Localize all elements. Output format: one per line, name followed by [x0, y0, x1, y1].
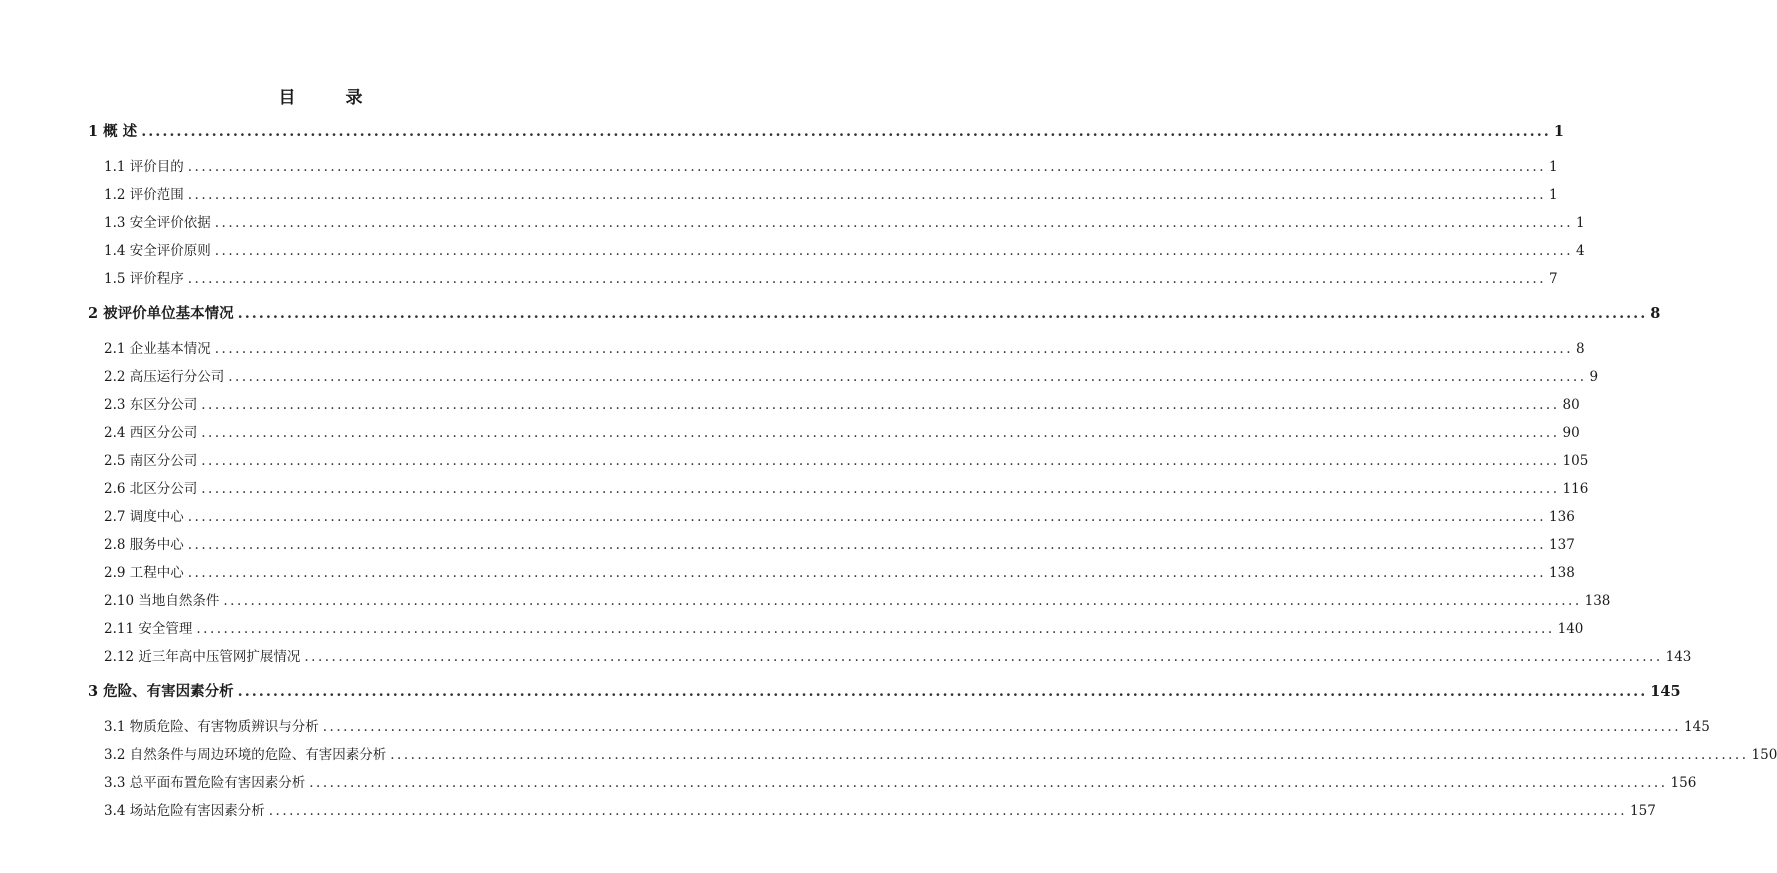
toc-entry-label: 1.5 评价程序	[104, 271, 184, 287]
dot-leader: ........................................................................................................................................................................................................	[201, 453, 1560, 469]
toc-entry-section	[104, 211, 1585, 231]
toc-entry-section	[104, 589, 1611, 609]
toc-entry-label: 2.10 当地自然条件	[104, 593, 220, 609]
toc-entry-label: 2.6 北区分公司	[104, 481, 198, 497]
toc-entry-section	[104, 155, 1558, 175]
toc-entry-label: 2.1 企业基本情况	[104, 341, 211, 357]
dot-leader: ........................................................................................................................................................................................................	[201, 425, 1560, 441]
toc-entry-section	[104, 239, 1585, 259]
toc-entry-label: 2.3 东区分公司	[104, 397, 198, 413]
dot-leader: ........................................................................................................................................................................................................	[268, 803, 1628, 819]
dot-leader: ........................................................................................................................................................................................................	[187, 509, 1547, 525]
toc-entry-label: 1 概 述	[88, 123, 138, 140]
dot-leader: ........................................................................................................................................................................................................	[214, 341, 1574, 357]
toc-entry-label: 2 被评价单位基本情况	[88, 305, 234, 322]
toc-page-number: 8	[1576, 341, 1585, 357]
dot-leader: ........................................................................................................................................................................................................	[201, 481, 1560, 497]
toc-entry-section	[104, 533, 1575, 553]
toc-page-number: 4	[1576, 243, 1585, 259]
toc-entry-section	[104, 561, 1575, 581]
toc-page-number: 9	[1589, 369, 1599, 385]
toc-entry-section	[104, 617, 1584, 637]
toc-entry-chapter	[88, 302, 1661, 323]
toc-page-number: 1	[1549, 187, 1558, 203]
toc-entry-section	[104, 365, 1599, 385]
toc-page-number: 1	[1549, 159, 1558, 175]
toc-page-number: 156	[1670, 775, 1697, 791]
toc-entry-label: 2.5 南区分公司	[104, 453, 198, 469]
dot-leader: ........................................................................................................................................................................................................	[214, 243, 1574, 259]
toc-entry-chapter	[88, 680, 1681, 701]
dot-leader: ........................................................................................................................................................................................................	[237, 683, 1648, 700]
toc-page-number: 8	[1650, 305, 1661, 322]
toc-entry-section	[104, 771, 1697, 791]
dot-leader: ........................................................................................................................................................................................................	[237, 305, 1648, 322]
toc-page-number: 140	[1557, 621, 1584, 637]
toc-entry-section	[104, 799, 1656, 819]
toc-page-number: 136	[1549, 509, 1575, 525]
toc-entry-label: 2.8 服务中心	[104, 537, 184, 553]
toc-page-number: 138	[1584, 593, 1611, 609]
dot-leader: ........................................................................................................................................................................................................	[390, 747, 1749, 763]
toc-entry-label: 2.7 调度中心	[104, 509, 184, 525]
dot-leader: ........................................................................................................................................................................................................	[187, 565, 1547, 581]
dot-leader: ........................................................................................................................................................................................................	[201, 397, 1560, 413]
toc-page-number: 143	[1665, 649, 1692, 665]
toc-entry-label: 2.4 西区分公司	[104, 425, 198, 441]
dot-leader: ........................................................................................................................................................................................................	[214, 215, 1574, 231]
dot-leader: ........................................................................................................................................................................................................	[322, 719, 1682, 735]
toc-page-number: 7	[1549, 271, 1558, 287]
toc-entry-label: 3.1 物质危险、有害物质辨识与分析	[104, 719, 319, 735]
toc-page-number: 157	[1630, 803, 1656, 819]
toc-entry-label: 3 危险、有害因素分析	[88, 683, 234, 700]
dot-leader: ........................................................................................................................................................................................................	[187, 271, 1547, 287]
toc-entry-label: 3.2 自然条件与周边环境的危险、有害因素分析	[104, 747, 387, 763]
toc-page-number: 90	[1562, 425, 1580, 441]
dot-leader: ........................................................................................................................................................................................................	[187, 187, 1547, 203]
toc-entry-section	[104, 505, 1575, 525]
toc-entry-section	[104, 183, 1558, 203]
dot-leader: ........................................................................................................................................................................................................	[141, 123, 1551, 140]
toc-entry-label: 2.9 工程中心	[104, 565, 184, 581]
dot-leader: ........................................................................................................................................................................................................	[304, 649, 1663, 665]
toc-entry-section	[104, 477, 1589, 497]
dot-leader: ........................................................................................................................................................................................................	[187, 537, 1547, 553]
toc-page-number: 80	[1562, 397, 1580, 413]
toc-page-number: 105	[1562, 453, 1589, 469]
toc-page-number: 137	[1549, 537, 1575, 553]
toc-entry-label: 3.3 总平面布置危险有害因素分析	[104, 775, 306, 791]
toc-entry-section	[104, 421, 1580, 441]
toc-entry-chapter	[88, 120, 1564, 141]
toc-page-number: 150	[1751, 747, 1777, 763]
toc-entry-section	[104, 743, 1777, 763]
toc-entry-label: 1.2 评价范围	[104, 187, 184, 203]
toc-entry-label: 2.12 近三年高中压管网扩展情况	[104, 649, 301, 665]
toc-page-number: 1	[1576, 215, 1585, 231]
toc-page-number: 1	[1553, 123, 1564, 140]
toc-page-number: 145	[1650, 683, 1681, 700]
toc-entry-section	[104, 449, 1589, 469]
toc-entry-section	[104, 267, 1558, 287]
toc-entry-section	[104, 715, 1710, 735]
dot-leader: ........................................................................................................................................................................................................	[228, 369, 1587, 385]
toc-entry-section	[104, 645, 1692, 665]
toc-page-number: 145	[1684, 719, 1710, 735]
toc-title: 目 录	[278, 88, 385, 108]
toc-entry-label: 1.1 评价目的	[104, 159, 184, 175]
toc-entry-section	[104, 393, 1580, 413]
toc-entry-label: 1.4 安全评价原则	[104, 243, 211, 259]
dot-leader: ........................................................................................................................................................................................................	[196, 621, 1555, 637]
toc-entry-label: 2.2 高压运行分公司	[104, 369, 225, 385]
toc-page-number: 116	[1562, 481, 1589, 497]
dot-leader: ........................................................................................................................................................................................................	[309, 775, 1668, 791]
toc-page-number: 138	[1549, 565, 1575, 581]
dot-leader: ........................................................................................................................................................................................................	[223, 593, 1582, 609]
toc-entry-section	[104, 337, 1585, 357]
toc-entry-label: 2.11 安全管理	[104, 621, 193, 637]
toc-entry-label: 1.3 安全评价依据	[104, 215, 211, 231]
toc-entry-label: 3.4 场站危险有害因素分析	[104, 803, 265, 819]
dot-leader: ........................................................................................................................................................................................................	[187, 159, 1547, 175]
